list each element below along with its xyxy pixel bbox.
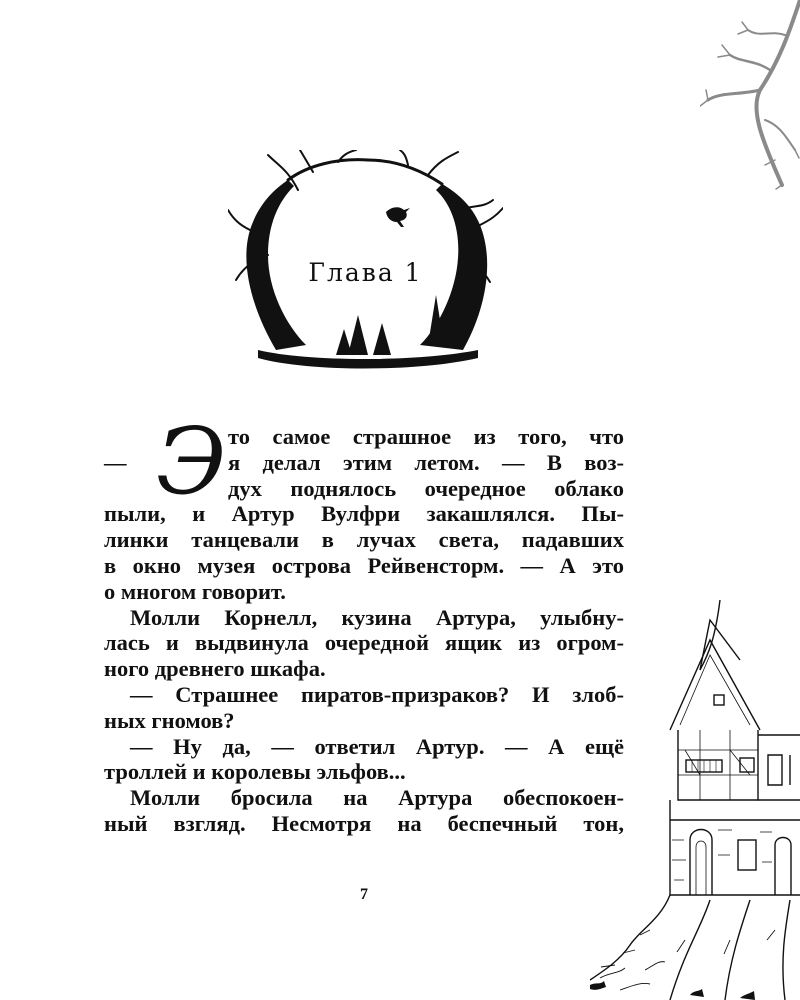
text-line: — Ну да, — ответил Артур. — А ещё [130,733,624,759]
text-line: ного древнего шкафа. [104,656,326,682]
text-line: троллей и королевы эльфов... [104,759,406,785]
text-line: я делал этим летом. — В воз- [228,449,624,475]
text-line: Молли бросила на Артура обеспокоен- [130,785,624,811]
text-line: пыли, и Артур Вулфри закашлялся. Пы- [104,501,624,527]
text-line: дух поднялось очередное облако [228,475,624,501]
text-line: Молли Корнелл, кузина Артура, улыбну- [130,604,624,630]
text-line: ных гномов? [104,707,235,733]
text-line: — Страшнее пиратов-призраков? И злоб- [130,681,624,707]
house-on-cliff-icon [590,600,800,1000]
body-text [104,424,624,837]
lead-dash: — [104,450,127,475]
text-line: то самое страшное из того, что [228,424,624,449]
chapter-title: Глава 1 [308,258,423,287]
drop-cap: Э [156,408,227,515]
text-line: линки танцевали в лучах света, падавших [104,527,624,553]
text-line: ный взгляд. Несмотря на беспечный тон, [104,810,624,836]
text-line: в окно музея острова Рейвенсторм. — А это [104,552,624,578]
text-line: лась и выдвинула очередной ящик из огром- [104,630,624,656]
text-line: о многом говорит. [104,578,286,604]
page-number: 7 [360,886,368,903]
tree-branch-icon [700,0,800,190]
